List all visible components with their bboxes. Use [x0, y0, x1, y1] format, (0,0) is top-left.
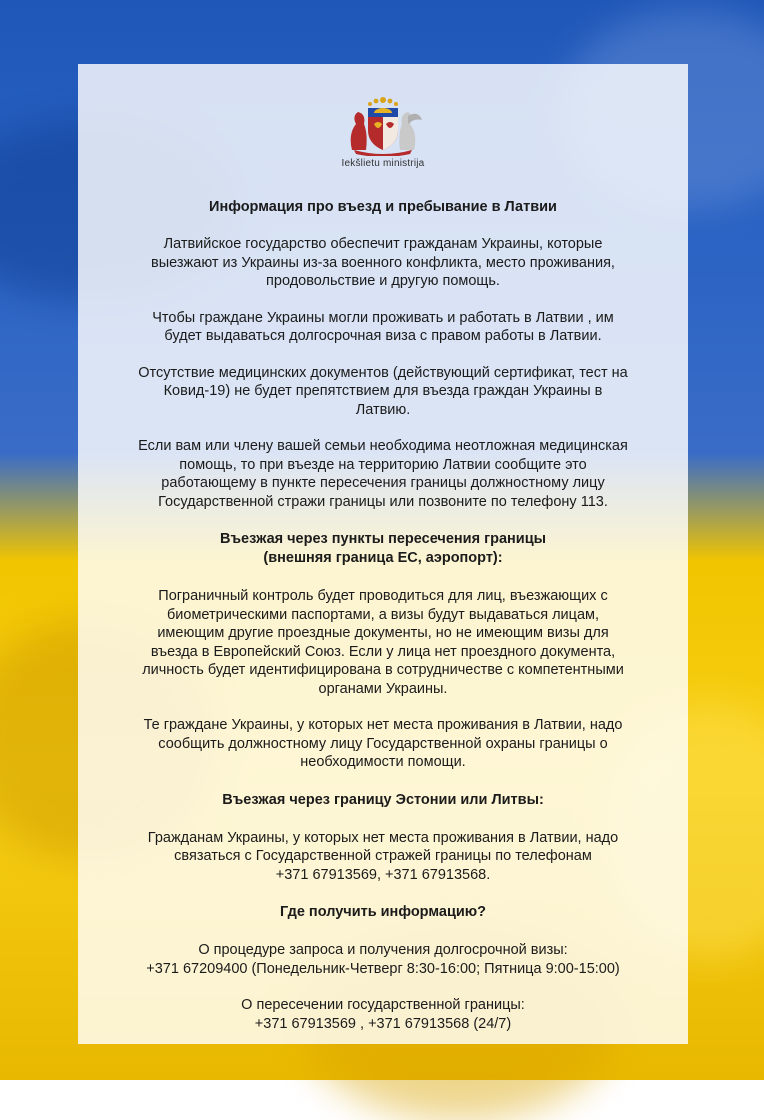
no-residence-paragraph: Те граждане Украины, у которых нет места проживания в Латвии, надо сообщить должностному лицу Государственной охраны границы о необходимости помощи. [143, 717, 623, 770]
section-heading-estonia-lithuania: Въезжая через границу Эстонии или Литвы: [222, 791, 544, 808]
ministry-caption: Iekšlietu ministrija [341, 158, 425, 169]
border-info-paragraph: О пересечении государственной границы: +371 67913569 , +371 67913568 (24/7) [241, 997, 525, 1032]
intro-paragraph-4: Если вам или члену вашей семьи необходима неотложная медицинская помощь, то при въезде на территорию Латвии сообщите это работающему в пункте пересечения границы должностному лицу Государственной стражи границы или позвоните по телефону 113. [138, 438, 628, 510]
visa-info-paragraph: О процедуре запроса и получения долгосрочной визы: +371 67209400 (Понедельник-Четверг 8:30-16:00; Пятница 9:00-15:00) [146, 942, 620, 977]
latvia-coat-of-arms-icon [338, 94, 428, 156]
page-title: Информация про въезд и пребывание в Латвии [209, 199, 557, 215]
section-heading-info: Где получить информацию? [279, 904, 487, 920]
estonia-lithuania-paragraph: Гражданам Украины, у которых нет места проживания в Латвии, надо связаться с Государственной стражей границы по телефонам +371 67913569, +371 67913568. [147, 829, 619, 883]
section-heading-border-points: Въезжая через пункты пересечения границы (внешняя граница ЕС, аэропорт): [219, 531, 547, 566]
intro-paragraph-3: Отсутствие медицинских документов (действующий сертификат, тест на Ковид-19) не будет препятствием для въезда граждан Украины в Латвию. [138, 364, 628, 418]
info-panel [78, 64, 688, 1044]
intro-paragraph-1: Латвийское государство обеспечит гражданам Украины, которые выезжают из Украины из-за военного конфликта, место проживания, продовольствие и другую помощь. [151, 236, 615, 289]
border-control-paragraph: Пограничный контроль будет проводиться для лиц, въезжающих с биометрическими паспортами, а визы будут выдаваться лицам, имеющим другие проездные документы, но не имеющим визы для въезда в Европейский Союз. Если у лица нет проездного документа, личность будет идентифицирована в сотрудничестве с компетентными органами Украины. [142, 588, 624, 697]
intro-paragraph-2: Чтобы граждане Украины могли проживать и работать в Латвии , им будет выдаваться долгосрочная виза с правом работы в Латвии. [152, 309, 614, 344]
